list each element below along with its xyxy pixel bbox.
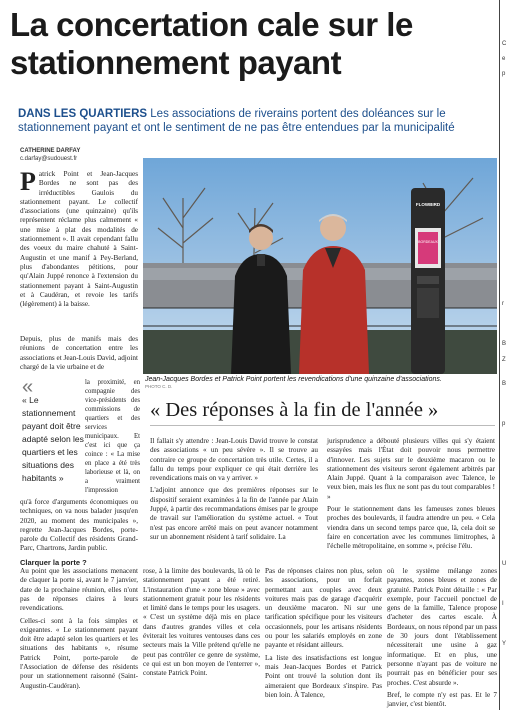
meter-brand: FLOWBIRD	[415, 202, 441, 207]
adjacent-page-strip	[499, 0, 511, 710]
dropcap: P	[20, 167, 36, 196]
strip-letter: B	[502, 341, 507, 347]
headline: La concertation cale sur le stationnement payant	[10, 6, 413, 81]
pull-quote-text: « Le stationnement payant doit être adapté selon les quartiers et les situations des habitants »	[22, 395, 84, 483]
col1-paragraph-4: Celles-ci sont à la fois simples et exigeantes. « Le stationnement payant doit être adapté selon les quartiers et les situations des habitants », résume Patrick Point, porte-parole de l'Association de défense des résidents pour un stationnement raisonné (Saint-Augustin-Caudéran).	[20, 616, 138, 690]
col3-paragraph-1: jurisprudence a débouté plusieurs villes qui s'y étaient essayées mais l'État doit pouvoir nous permettre d'innover. Les sujets sur le deuxième macaron ou le stationnement des visiteurs seront également arbitrés par Alain Juppé. Quant à la comparaison avec Talence, le veux bien, mais les flux ne sont pas du tout comparables ! »	[327, 437, 495, 501]
col1-paragraph-1: atrick Point et Jean-Jacques Bordes ne sont pas des irréductibles Gaulois du stationnement payant. Le collectif d'associations (une quinzaine) qu'ils représentent réclame plus calmement « une mise à plat des modalités de stationnement ». Il avait cependant fallu des voeux du maire chahuté à Saint-Augustin et une manif à Pey-Berland, plus d'abondantes pétitions, pour qu'Alain Juppé renonce à l'extension du stationnement payant à Saint-Augustin et à Caudéran, et revoie les tarifs (légèrement) à la baisse.	[20, 170, 138, 309]
strip-letter: I	[502, 601, 504, 607]
article-column-1-narrow	[85, 378, 140, 498]
pull-quote	[22, 376, 84, 485]
col4-text: rose, à la limite des boulevards, là où le stationnement payant a été retiré. L'instauration d'une « zone bleue » avec stationnement gratuit pour les résidents et limité dans le temps pour les usagers. « C'est un système déjà mis en place dans d'autres grandes villes et cela éviterait les voitures ventouses dans ces secteurs mais la Ville prétend qu'elle ne peut pas contrôler ce genre de système, ce qui est un bon moyen de l'enterrer », constate Patrick Point.	[143, 567, 260, 678]
col1-paragraph-3: Au point que les associations menacent de claquer la porte si, avant le 7 janvier, date de la prochaine réunion, elles n'ont pas de réponses claires à leurs revendications.	[20, 567, 138, 613]
article-column-1	[20, 167, 138, 312]
col5-paragraph-1: Pas de réponses claires non plus, selon les associations, pour un forfait permettant aux couples avec deux voitures mais pas de garage d'acquérir un deuxième macaron. Ni sur une tarification spécifique pour les visiteurs occasionnels, pour les artisans résidents ou pour les salariés employés en zone payante et résidant ailleurs.	[265, 567, 382, 650]
col1-bottom-text: qu'à force d'arguments économiques ou techniques, on va nous balader jusqu'en 2020, au moment des municipales », regrette Jean-Jacques Bordes, porte-parole du Collectif des résidents Grand-Parc, Chartrons, Jardin public.	[20, 498, 138, 553]
strip-letter: U	[502, 561, 507, 567]
article-column-5	[265, 567, 382, 703]
col6-paragraph-2: Bref, le compte n'y est pas. Et le 7 janvier, c'est bientôt.	[387, 690, 497, 709]
section-heading: « Des réponses à la fin de l'année »	[150, 397, 495, 426]
subhead-text: Les associations de riverains portent des doléances sur le stationnement payant et ont le sentiment de ne pas être entendues par la municipalité	[18, 108, 455, 134]
photo-caption: Jean-Jacques Bordes et Patrick Point portent les revendications d'une quinzaine d'associations.	[145, 376, 442, 383]
col2-paragraph-2: L'adjoint annonce que des premières réponses sur le dispositif seraient examinées à la fin de l'année par Alain Juppé, à partir des recommandations émises par le groupe de travail sur l'amélioration du système actuel. « Tout n'est pas encore arrêté mais on peut avancer notamment sur un abonnement résident à tarif solidaire. La	[150, 486, 318, 541]
article-column-3	[327, 437, 495, 555]
col1-subtitle: Clarquer la porte ?	[20, 557, 87, 567]
meter-screen-label: BORDEAUX	[418, 240, 438, 244]
strip-letter: C	[502, 41, 507, 47]
col1-mid-text: Depuis, plus de manifs mais des réunions de concertation entre les associations et Jean-Louis David, adjoint chargé de la vie urbaine et de	[20, 335, 138, 371]
strip-letter: r	[502, 301, 504, 307]
col5-paragraph-2: La liste des insatisfactions est longue mais Jean-Jacques Bordes et Patrick Point ont trouvé la solution dont ils aimeraient que Bordeaux s'inspire. Pas bien loin. À Talence,	[265, 653, 382, 699]
byline-name: CATHERINE DARFAY	[20, 148, 81, 154]
photo-credit: PHOTO C. D.	[145, 384, 173, 389]
article-column-1-mid	[20, 335, 138, 375]
col6-paragraph-1: où le système mélange zones payantes, zones bleues et zones de gratuité. Patrick Point détaille : « Par exemple, pour l'accueil ponctuel de gens de la famille, Talence propose d'acheter des cartes escale. À Bordeaux, on nous répond par un pass de 30 jours dont l'établissement nécessiterait une usine à gaz informatique. Et en plus, une personne n'ayant pas de voiture ne pourrait pas en bénéficier pour ses proches. C'est absurde ».	[387, 567, 497, 687]
strip-letter: p	[502, 421, 506, 427]
article-column-4	[143, 567, 260, 682]
col3-paragraph-2: Pour le stationnement dans les fameuses zones bleues proches des boulevards, il faudra attendre un peu. « Cela viendra dans un second temps parce que, là, cela doit se faire en concertation avec les communes limitrophes, à l'échelle métropolitaine, en somme », précise l'élu.	[327, 505, 495, 551]
subhead	[18, 107, 488, 135]
article-column-6	[387, 567, 497, 712]
byline-email: c.darfay@sudouest.fr	[20, 156, 78, 162]
photo-illustration	[143, 158, 497, 374]
quote-mark-icon: «	[22, 376, 34, 398]
subhead-kicker: DANS LES QUARTIERS	[18, 108, 148, 120]
strip-letter: Y	[502, 641, 507, 647]
article-column-1-bottom	[20, 498, 138, 694]
strip-letter: e	[502, 56, 506, 62]
article-photo	[143, 158, 497, 374]
col2-paragraph-1: Il fallait s'y attendre : Jean-Louis David trouve le constat des associations « un peu sévère ». Il se trouve au contraire ce groupe de concertation très utile. Certes, il a fallu du temps pour expliquer ce qui était derrière les revendications mais on va y arriver. »	[150, 437, 318, 483]
strip-letter: Z	[502, 357, 506, 363]
strip-letter: B	[502, 381, 507, 387]
article-column-2	[150, 437, 318, 545]
byline	[20, 147, 80, 163]
col1-narrow-text: la proximité, en compagnie des vice-présidents des commissions de quartiers et des services municipaux. Et c'est ici que ça coince : « La mise en place a été très laborieuse et là, on a vraiment l'impression	[85, 379, 140, 494]
strip-letter: p	[502, 71, 506, 77]
